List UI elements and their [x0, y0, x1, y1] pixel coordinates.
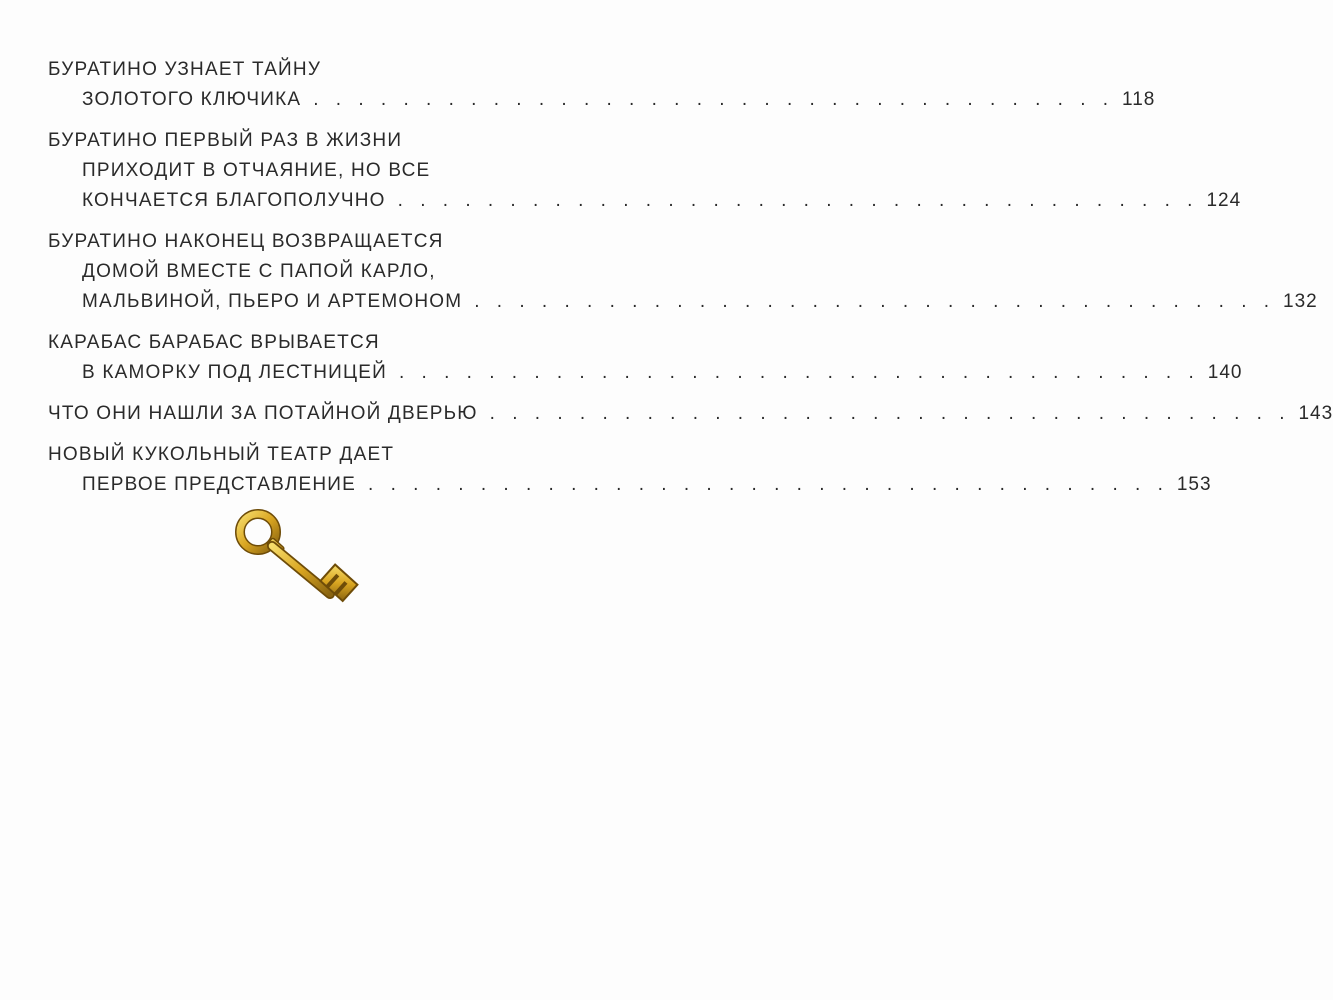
- toc-entry-title-line: ДОМОЙ ВМЕСТЕ С ПАПОЙ КАРЛО,: [82, 261, 436, 282]
- toc-entry[interactable]: [48, 440, 1212, 500]
- dot-leader: . . . . . . . . . . . . . . . . . . . . . . . . . . . . . . . . . . . .: [489, 403, 1291, 424]
- toc-entry-title-line: ПРИХОДИТ В ОТЧАЯНИЕ, НО ВСЕ: [82, 160, 431, 181]
- golden-key-icon: [232, 508, 362, 618]
- toc-entry-title-line: В КАМОРКУ ПОД ЛЕСТНИЦЕЙ: [82, 362, 387, 383]
- toc-entry-last-line: [48, 186, 1242, 216]
- toc-entry-title-line: КОНЧАЕТСЯ БЛАГОПОЛУЧНО: [82, 190, 386, 211]
- toc-page-number[interactable]: 132: [1283, 291, 1318, 312]
- toc-entry[interactable]: [48, 227, 1318, 317]
- toc-entry-title-line: БУРАТИНО НАКОНЕЦ ВОЗВРАЩАЕТСЯ: [48, 231, 444, 252]
- table-of-contents: [48, 55, 1333, 511]
- toc-entry-title-line: БУРАТИНО УЗНАЕТ ТАЙНУ: [48, 59, 322, 80]
- toc-entry-title-line: БУРАТИНО ПЕРВЫЙ РАЗ В ЖИЗНИ: [48, 130, 403, 151]
- toc-page-number[interactable]: 143: [1298, 403, 1333, 424]
- toc-entry-last-line: [48, 358, 1243, 388]
- toc-page-number[interactable]: 140: [1207, 362, 1243, 383]
- toc-entry-title-line: ЗОЛОТОГО КЛЮЧИКА: [82, 89, 302, 110]
- dot-leader: . . . . . . . . . . . . . . . . . . . . . . . . . . . . . . . . . . . .: [313, 89, 1115, 110]
- toc-entry-title-line: КАРАБАС БАРАБАС ВРЫВАЕТСЯ: [48, 332, 380, 353]
- toc-page-number[interactable]: 118: [1122, 89, 1156, 110]
- toc-entry-last-line: [48, 470, 1212, 500]
- toc-page-number[interactable]: 124: [1206, 190, 1242, 211]
- toc-entry[interactable]: [48, 126, 1242, 216]
- toc-entry[interactable]: [48, 399, 1333, 429]
- toc-entry[interactable]: [48, 328, 1243, 388]
- toc-entry-title-line: ПЕРВОЕ ПРЕДСТАВЛЕНИЕ: [82, 474, 357, 495]
- toc-entry-last-line: [48, 287, 1318, 317]
- toc-entry-title-line: ЧТО ОНИ НАШЛИ ЗА ПОТАЙНОЙ ДВЕРЬЮ: [48, 403, 478, 424]
- toc-page-number[interactable]: 153: [1176, 474, 1212, 495]
- toc-entry-last-line: [48, 399, 1333, 429]
- dot-leader: . . . . . . . . . . . . . . . . . . . . . . . . . . . . . . . . . . . .: [397, 190, 1199, 211]
- dot-leader: . . . . . . . . . . . . . . . . . . . . . . . . . . . . . . . . . . . .: [368, 474, 1169, 495]
- dot-leader: . . . . . . . . . . . . . . . . . . . . . . . . . . . . . . . . . . . .: [398, 362, 1200, 383]
- dot-leader: . . . . . . . . . . . . . . . . . . . . . . . . . . . . . . . . . . . .: [474, 291, 1276, 312]
- toc-entry[interactable]: [48, 55, 1156, 115]
- toc-entry-title-line: НОВЫЙ КУКОЛЬНЫЙ ТЕАТР ДАЕТ: [48, 444, 395, 465]
- toc-entry-title-line: МАЛЬВИНОЙ, ПЬЕРО И АРТЕМОНОМ: [82, 291, 463, 312]
- toc-entry-last-line: [48, 85, 1156, 115]
